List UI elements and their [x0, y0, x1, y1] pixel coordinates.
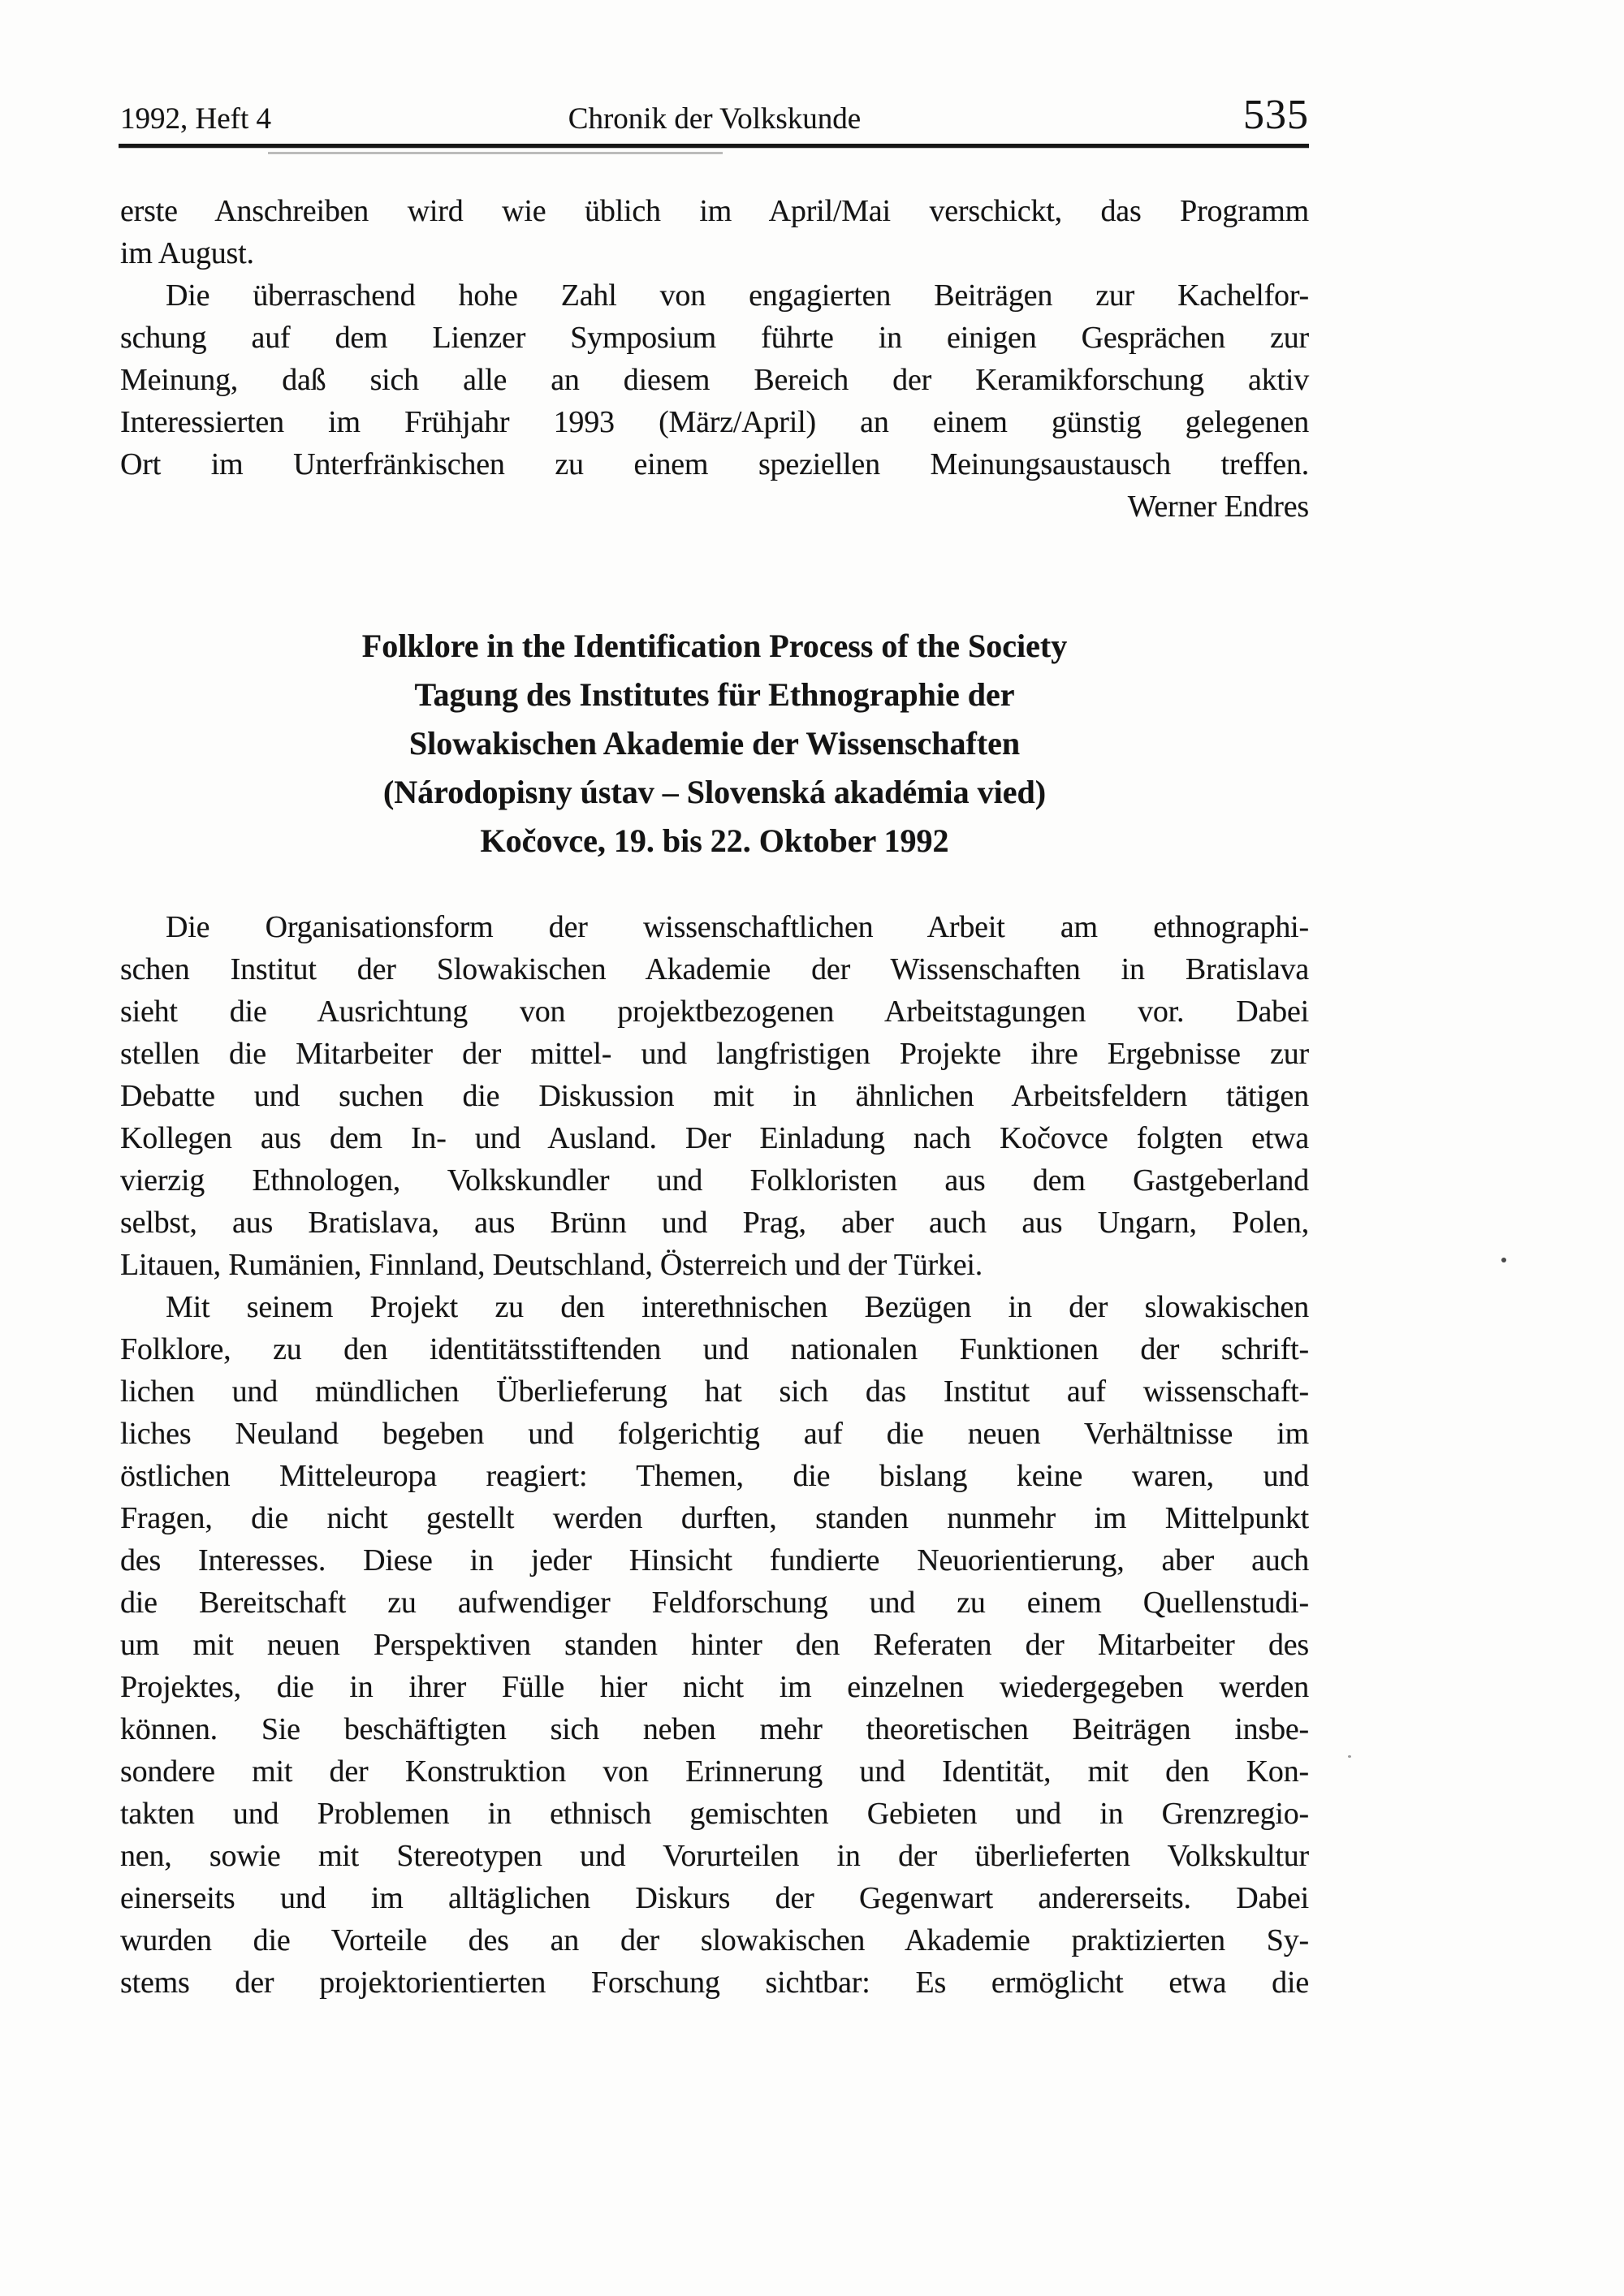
- text-line: Folklore in the Identification Process of the Society: [361, 628, 1068, 664]
- paragraph-continuation: [120, 190, 1309, 274]
- text-line: Slowakischen Akademie der Wissenschaften: [408, 725, 1021, 762]
- text-line: Kollegen aus dem In- und Ausland. Der Einladung nach Kočovce folgten etwa: [120, 1121, 1309, 1155]
- article-paragraph-1: [120, 906, 1309, 1286]
- text-line: stellen die Mitarbeiter der mittel- und langfristigen Projekte ihre Ergebnisse zur: [120, 1037, 1309, 1071]
- text-line: Mit seinem Projekt zu den interethnischen Bezügen in der slowakischen: [166, 1290, 1309, 1324]
- text-line: die Bereitschaft zu aufwendiger Feldforschung und zu einem Quellenstudi-: [120, 1586, 1309, 1620]
- text-line: Kočovce, 19. bis 22. Oktober 1992: [480, 822, 949, 859]
- text-line: selbst, aus Bratislava, aus Brünn und Prag, aber auch aus Ungarn, Polen,: [120, 1206, 1309, 1240]
- article-title: [120, 622, 1309, 865]
- text-line: lichen und mündlichen Überlieferung hat sich das Institut auf wissenschaft-: [120, 1375, 1309, 1409]
- page-number: 535: [1243, 92, 1310, 138]
- text-line: vierzig Ethnologen, Volkskundler und Folkloristen aus dem Gastgeberland: [120, 1163, 1309, 1198]
- text-line: sieht die Ausrichtung von projektbezogenen Arbeitstagungen vor. Dabei: [120, 995, 1309, 1029]
- header-rule-echo: [268, 152, 723, 154]
- text-line: können. Sie beschäftigten sich neben mehr theoretischen Beiträgen insbe-: [120, 1712, 1309, 1746]
- text-line: wurden die Vorteile des an der slowakischen Akademie praktizierten Sy-: [120, 1923, 1309, 1957]
- text-line: Folklore, zu den identitätsstiftenden und nationalen Funktionen der schrift-: [120, 1332, 1309, 1366]
- journal-title: Chronik der Volkskunde: [568, 102, 862, 136]
- running-head: [120, 91, 1309, 139]
- text-line: Die Organisationsform der wissenschaftlichen Arbeit am ethnographi-: [166, 910, 1309, 944]
- text-line: stems der projektorientierten Forschung sichtbar: Es ermöglicht etwa die: [120, 1966, 1309, 2000]
- text-line: Ort im Unterfränkischen zu einem speziellen Meinungsaustausch treffen.: [120, 447, 1309, 481]
- text-line: Litauen, Rumänien, Finnland, Deutschland, Österreich und der Türkei.: [120, 1248, 983, 1282]
- header-rule: [119, 144, 1309, 148]
- author-signature: Werner Endres: [1127, 490, 1309, 524]
- article-paragraph-2: [120, 1286, 1309, 2004]
- text-line: Debatte und suchen die Diskussion mit in ähnlichen Arbeitsfeldern tätigen: [120, 1079, 1309, 1113]
- text-line: Die überraschend hohe Zahl von engagierten Beiträgen zur Kachelfor-: [166, 278, 1309, 313]
- scan-speck: [1501, 1258, 1506, 1262]
- text-line: takten und Problemen in ethnisch gemischten Gebieten und in Grenzregio-: [120, 1797, 1309, 1831]
- text-line: Meinung, daß sich alle an diesem Bereich der Keramikforschung aktiv: [120, 363, 1309, 397]
- text-line: einerseits und im alltäglichen Diskurs der Gegenwart andererseits. Dabei: [120, 1881, 1309, 1915]
- text-line: Tagung des Institutes für Ethnographie der: [414, 676, 1015, 713]
- article-body: [120, 906, 1309, 2004]
- previous-report-end: [120, 190, 1309, 528]
- text-line: Projektes, die in ihrer Fülle hier nicht im einzelnen wiedergegeben werden: [120, 1670, 1309, 1704]
- text-line: Fragen, die nicht gestellt werden durften, standen nunmehr im Mittelpunkt: [120, 1501, 1309, 1535]
- text-line: um mit neuen Perspektiven standen hinter den Referaten der Mitarbeiter des: [120, 1628, 1309, 1662]
- text-line: des Interesses. Diese in jeder Hinsicht fundierte Neuorientierung, aber auch: [120, 1543, 1309, 1577]
- paragraph-kachelforschung: [120, 274, 1309, 486]
- text-line: im August.: [120, 236, 254, 270]
- text-line: östlichen Mitteleuropa reagiert: Themen, die bislang keine waren, und: [120, 1459, 1309, 1493]
- text-line: erste Anschreiben wird wie üblich im April/Mai verschickt, das Programm: [120, 194, 1309, 228]
- text-line: Interessierten im Frühjahr 1993 (März/April) an einem günstig gelegenen: [120, 405, 1309, 439]
- issue-label: 1992, Heft 4: [120, 102, 271, 136]
- text-line: schen Institut der Slowakischen Akademie der Wissenschaften in Bratislava: [120, 952, 1309, 986]
- text-line: schung auf dem Lienzer Symposium führte in einigen Gesprächen zur: [120, 321, 1309, 355]
- text-line: nen, sowie mit Stereotypen und Vorurteilen in der überlieferten Volkskultur: [120, 1839, 1309, 1873]
- text-line: sondere mit der Konstruktion von Erinnerung und Identität, mit den Kon-: [120, 1754, 1309, 1789]
- scan-speck: [1348, 1755, 1351, 1758]
- text-line: liches Neuland begeben und folgerichtig auf die neuen Verhältnisse im: [120, 1417, 1309, 1451]
- text-line: (Národopisny ústav – Slovenská akadémia vied): [382, 774, 1047, 810]
